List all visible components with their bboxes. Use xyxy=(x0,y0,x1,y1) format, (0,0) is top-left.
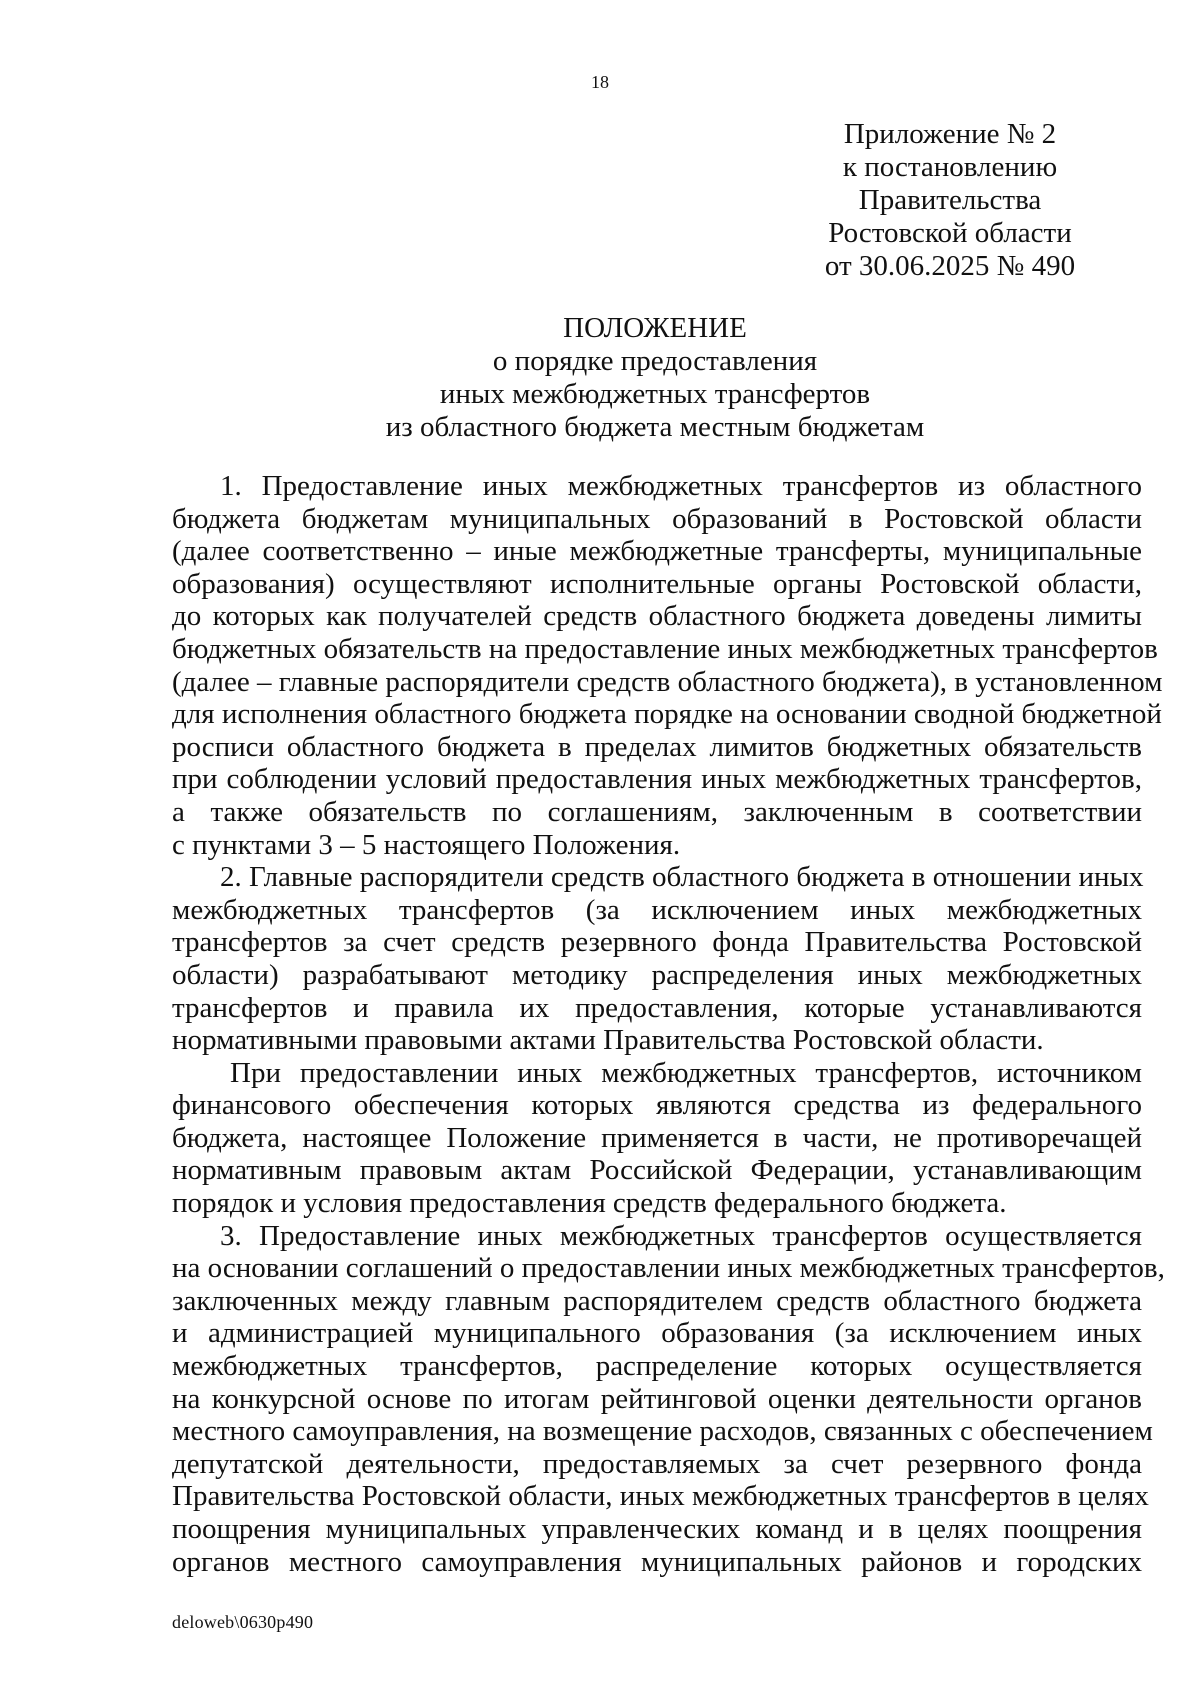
body-line: росписи областного бюджета в пределах лимитов бюджетных обязательств xyxy=(172,730,1142,763)
title-heading: ПОЛОЖЕНИЕ xyxy=(563,312,747,344)
body-line: (далее соответственно – иные межбюджетные трансферты, муниципальные xyxy=(172,535,1142,568)
appendix-line: Приложение № 2 xyxy=(843,118,1057,150)
body-line: межбюджетных трансфертов (за исключением иных межбюджетных xyxy=(172,893,1142,926)
body-line: бюджетных обязательств на предоставление иных межбюджетных трансфертов xyxy=(172,632,1158,665)
body-line: области) разрабатывают методику распределения иных межбюджетных xyxy=(172,958,1142,991)
body-line: образования) осуществляют исполнительные органы Ростовской области, xyxy=(172,567,1142,600)
body-line: Правительства Ростовской области, иных межбюджетных трансфертов в целях xyxy=(172,1480,1149,1513)
document-title xyxy=(170,312,1140,444)
body-line: а также обязательств по соглашениям, заключенным в соответствии xyxy=(172,795,1142,828)
document-body xyxy=(172,470,1165,1578)
body-line: финансового обеспечения которых являются средства из федерального xyxy=(172,1089,1142,1122)
appendix-line: Правительства xyxy=(858,184,1042,216)
appendix-line: от 30.06.2025 № 490 xyxy=(824,250,1076,282)
body-line: 2. Главные распорядители средств областного бюджета в отношении иных xyxy=(220,861,1144,894)
appendix-header xyxy=(820,118,1080,283)
title-subline: иных межбюджетных трансфертов xyxy=(439,378,871,410)
body-line: порядок и условия предоставления средств федерального бюджета. xyxy=(172,1187,1007,1220)
body-line: нормативными правовыми актами Правительства Ростовской области. xyxy=(172,1024,1044,1057)
body-line: 3. Предоставление иных межбюджетных трансфертов осуществляется xyxy=(220,1219,1142,1252)
body-line: местного самоуправления, на возмещение расходов, связанных с обеспечением xyxy=(172,1415,1153,1448)
body-line: на конкурсной основе по итогам рейтинговой оценки деятельности органов xyxy=(172,1382,1142,1415)
body-line: при соблюдении условий предоставления иных межбюджетных трансфертов, xyxy=(172,763,1142,796)
body-line: поощрения муниципальных управленческих команд и в целях поощрения xyxy=(172,1513,1142,1545)
body-line: При предоставлении иных межбюджетных трансфертов, источником xyxy=(230,1056,1142,1089)
body-line: депутатской деятельности, предоставляемых за счет резервного фонда xyxy=(172,1447,1142,1480)
body-line: для исполнения областного бюджета порядке на основании сводной бюджетной xyxy=(172,698,1162,731)
title-subline: из областного бюджета местным бюджетам xyxy=(385,411,925,443)
appendix-line: Ростовской области xyxy=(828,217,1072,249)
body-line: трансфертов и правила их предоставления, которые устанавливаются xyxy=(172,991,1142,1024)
title-subline: о порядке предоставления xyxy=(492,345,818,377)
page-number: 18 xyxy=(591,72,609,92)
appendix-line: к постановлению xyxy=(842,151,1058,183)
body-line: 1. Предоставление иных межбюджетных трансфертов из областного xyxy=(220,470,1142,502)
body-line: бюджета бюджетам муниципальных образований в Ростовской области xyxy=(172,502,1142,535)
body-line: заключенных между главным распорядителем средств областного бюджета xyxy=(172,1284,1142,1317)
body-line: до которых как получателей средств областного бюджета доведены лимиты xyxy=(172,600,1142,633)
body-line: с пунктами 3 – 5 настоящего Положения. xyxy=(172,828,681,861)
body-line: (далее – главные распорядители средств областного бюджета), в установленном xyxy=(172,665,1163,698)
body-line: трансфертов за счет средств резервного фонда Правительства Ростовской xyxy=(172,926,1142,959)
body-line: органов местного самоуправления муниципальных районов и городских xyxy=(172,1545,1142,1578)
body-line: бюджета, настоящее Положение применяется в части, не противоречащей xyxy=(172,1121,1142,1154)
document-footer-code: deloweb\0630p490 xyxy=(172,1612,314,1632)
body-line: межбюджетных трансфертов, распределение которых осуществляется xyxy=(172,1350,1142,1383)
body-line: нормативным правовым актам Российской Федерации, устанавливающим xyxy=(172,1154,1142,1187)
body-line: на основании соглашений о предоставлении иных межбюджетных трансфертов, xyxy=(172,1252,1165,1285)
body-line: и администрацией муниципального образования (за исключением иных xyxy=(172,1317,1142,1350)
